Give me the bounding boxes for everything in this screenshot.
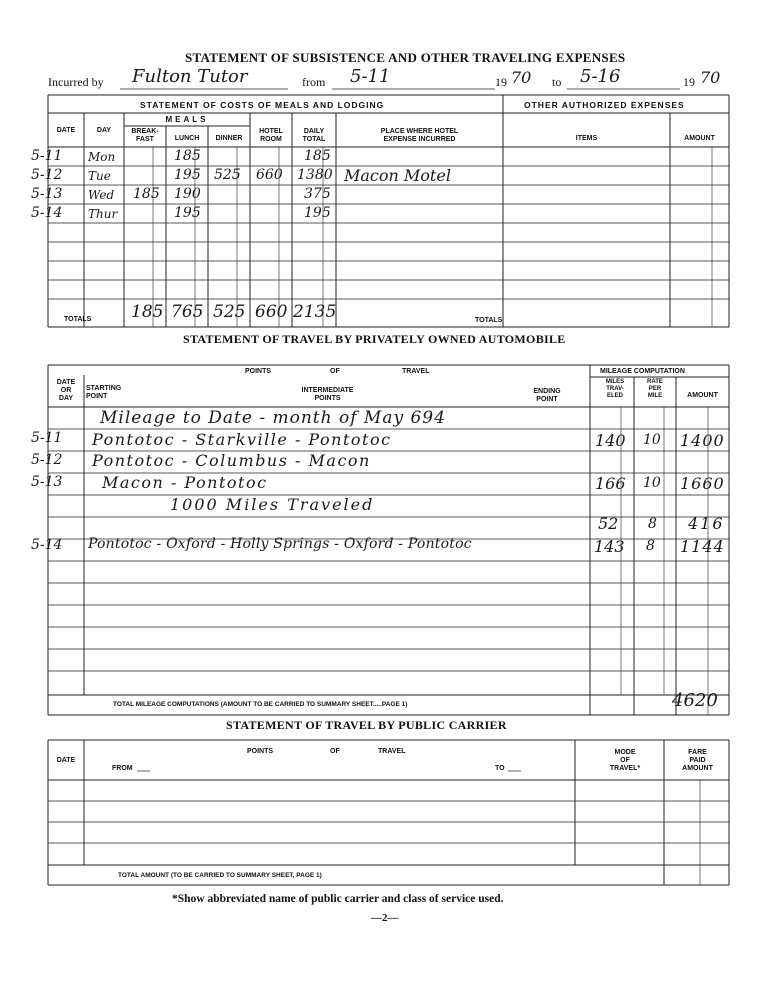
total-lunch: 765 [171,302,204,322]
auto-mileage-to-date-note: Mileage to Date - month of May 694 [100,408,446,428]
col-header-breakfast: BREAK- FAST [131,128,159,143]
auto-row-route: Macon - Pontotoc [102,473,268,492]
meals-row-daily: 375 [304,186,331,202]
meals-row-breakfast: 185 [133,186,160,202]
public-header-fare: FARE PAID AMOUNT [682,749,713,772]
total-hotel: 660 [255,302,288,322]
meals-row-lunch: 185 [174,148,201,164]
auto-header-ending: ENDING POINT [533,388,561,403]
public-header-mode: MODE OF TRAVEL* [609,749,641,772]
col-header-day: DAY [96,127,112,134]
page-number: —2— [371,912,399,924]
meals-row-lunch: 195 [174,167,201,183]
incurred-by-value: Fulton Tutor [132,66,248,87]
year-suffix-2: 70 [700,68,721,87]
incurred-by-label: Incurred by [48,75,104,89]
public-section-title: STATEMENT OF TRAVEL BY PUBLIC CARRIER [226,718,507,732]
auto-row-date: 5-13 [31,474,63,490]
auto-row-route: 1000 Miles Traveled [170,495,375,514]
auto-row-route: Pontotoc - Columbus - Macon [92,451,371,470]
form-title: STATEMENT OF SUBSISTENCE AND OTHER TRAVELING EXPENSES [185,50,626,65]
meals-row-date: 5-12 [31,167,63,183]
footer-note: *Show abbreviated name of public carrier and class of service used. [172,893,504,905]
public-total-label: TOTAL AMOUNT (TO BE CARRIED TO SUMMARY SHEET, PAGE 1) [118,872,322,879]
meals-row-date: 5-11 [31,148,63,164]
auto-header-date: DATE OR DAY [56,379,76,402]
col-header-meals: MEALS [165,115,209,124]
auto-row-route: Pontotoc - Starkville - Pontotoc [92,430,392,449]
col-header-dinner: DINNER [215,135,243,142]
meals-row-daily: 185 [304,148,331,164]
col-header-amount: AMOUNT [684,135,715,142]
public-header-of: OF [330,748,340,755]
meals-row-day: Wed [88,188,115,202]
auto-row-miles: 143 [594,537,625,556]
other-expenses-title: OTHER AUTHORIZED EXPENSES [524,100,685,110]
auto-header-starting: STARTING POINT [86,385,122,400]
auto-row-amount: 1400 [680,431,725,450]
public-header-points: POINTS [247,748,274,755]
auto-row-amount: 1660 [680,474,725,493]
auto-row-miles: 166 [595,474,626,493]
meals-row-date: 5-13 [31,186,63,202]
meals-row-day: Mon [88,150,116,164]
meals-row-daily: 1380 [297,167,333,183]
auto-header-mileage: MILEAGE COMPUTATION [600,368,685,375]
meals-row-lunch: 190 [174,186,201,202]
from-date-value: 5-11 [350,66,391,87]
auto-header-of: OF [330,368,340,375]
auto-header-rate: RATE PER MILE [647,379,663,399]
auto-row-date: 5-11 [31,430,63,446]
public-header-to: TO [495,765,505,772]
col-header-date: DATE [56,127,76,134]
from-label: from [302,75,326,89]
auto-total-label: TOTAL MILEAGE COMPUTATIONS (AMOUNT TO BE CARRIED TO SUMMARY SHEET.....PAGE 1) [113,701,408,708]
public-header-travel: TRAVEL [378,748,406,755]
auto-header-amount: AMOUNT [687,392,718,399]
auto-row-date: 5-14 [31,537,63,553]
auto-section-title: STATEMENT OF TRAVEL BY PRIVATELY OWNED AUTOMOBILE [183,332,566,346]
total-dinner: 525 [213,302,246,322]
auto-header-points: POINTS [245,368,272,375]
col-header-daily-total: DAILY TOTAL [302,128,326,143]
auto-row-amount: 1144 [680,537,725,556]
meals-row-place: Macon Motel [344,166,451,185]
auto-header-intermediate: INTERMEDIATE POINTS [301,387,354,402]
auto-row-rate: 8 [646,538,655,554]
auto-total-value: 4620 [672,690,718,711]
col-header-hotel-room: HOTEL ROOM [259,128,283,143]
auto-row-rate: 8 [648,516,657,532]
meals-row-day: Tue [88,169,111,183]
auto-header-travel: TRAVEL [402,368,430,375]
meals-row-lunch: 195 [174,205,201,221]
auto-row-rate: 10 [643,432,661,448]
meals-row-date: 5-14 [31,205,63,221]
meals-row-hotel: 660 [256,167,283,183]
year-prefix-1: 19 [495,75,507,89]
col-header-place: PLACE WHERE HOTEL EXPENSE INCURRED [380,128,459,143]
meals-row-dinner: 525 [214,167,241,183]
auto-row-miles: 52 [598,514,619,533]
year-suffix-1: 70 [511,68,532,87]
public-header-from: FROM [112,765,133,772]
auto-row-amount: 416 [688,514,725,533]
year-prefix-2: 19 [683,75,695,89]
col-header-items: ITEMS [575,135,598,142]
auto-row-route: Pontotoc - Oxford - Holly Springs - Oxford - Pontotoc [88,536,472,552]
other-totals-label: TOTALS [475,317,503,324]
meals-totals-label: TOTALS [64,316,92,323]
to-date-value: 5-16 [580,66,621,87]
total-daily: 2135 [293,302,337,322]
col-header-lunch: LUNCH [174,135,200,142]
auto-header-miles: MILES TRAV- ELED [605,379,625,399]
meals-row-daily: 195 [304,205,331,221]
public-header-date: DATE [56,757,76,764]
to-label: to [552,75,562,89]
meals-row-day: Thur [88,207,118,221]
total-breakfast: 185 [131,302,164,322]
meals-section-title: STATEMENT OF COSTS OF MEALS AND LODGING [140,100,385,110]
auto-row-date: 5-12 [31,452,63,468]
auto-row-miles: 140 [595,431,626,450]
auto-row-rate: 10 [643,475,661,491]
